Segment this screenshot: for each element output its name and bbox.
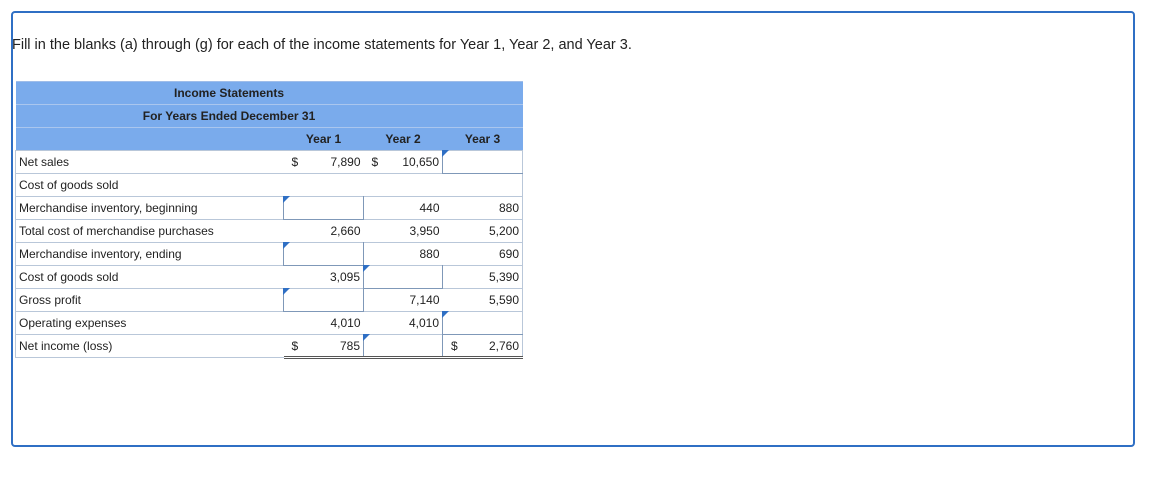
table-row	[16, 312, 523, 335]
currency-symbol: $	[451, 339, 458, 353]
row-label-gross-profit: Gross profit	[16, 289, 284, 312]
cogs-year1: 3,095	[284, 266, 364, 289]
net-income-year2-input[interactable]	[364, 335, 443, 358]
row-label-net-income: Net income (loss)	[16, 335, 284, 358]
net-sales-year1-value: 7,890	[330, 155, 361, 169]
operating-expenses-year3-input[interactable]	[443, 312, 523, 335]
operating-expenses-year1: 4,010	[284, 312, 364, 335]
statement-title: Income Statements	[16, 82, 443, 105]
table-row	[16, 243, 523, 266]
currency-symbol: $	[291, 155, 299, 169]
net-sales-year1	[284, 151, 364, 174]
row-label-inventory-beginning: Merchandise inventory, beginning	[16, 197, 284, 220]
row-label-inventory-ending: Merchandise inventory, ending	[16, 243, 284, 266]
total-purchases-year1: 2,660	[284, 220, 364, 243]
gross-profit-year2: 7,140	[364, 289, 443, 312]
cogs-year2-input[interactable]	[364, 266, 443, 289]
net-sales-year3-input[interactable]	[443, 151, 523, 174]
column-header-year2: Year 2	[364, 128, 443, 151]
column-header-year3: Year 3	[443, 128, 523, 151]
table-row	[16, 220, 523, 243]
cogs-year3: 5,390	[443, 266, 523, 289]
inventory-beginning-year1-input[interactable]	[284, 197, 364, 220]
statement-subtitle-row	[16, 105, 523, 128]
table-row	[16, 151, 523, 174]
table-row	[16, 289, 523, 312]
table-row	[16, 266, 523, 289]
net-sales-year2-value: 10,650	[402, 155, 440, 169]
currency-symbol: $	[371, 155, 379, 169]
inventory-ending-year2: 880	[364, 243, 443, 266]
inventory-beginning-year3: 880	[443, 197, 523, 220]
column-header-year1: Year 1	[284, 128, 364, 151]
table-row	[16, 197, 523, 220]
currency-symbol: $	[291, 339, 299, 353]
net-income-year1	[284, 335, 364, 358]
gross-profit-year1-input[interactable]	[284, 289, 364, 312]
inventory-beginning-year2: 440	[364, 197, 443, 220]
table-row	[16, 174, 523, 197]
instruction-text: Fill in the blanks (a) through (g) for each of the income statements for Year 1, Year 2, and Year 3.	[12, 37, 632, 53]
total-purchases-year2: 3,950	[364, 220, 443, 243]
net-income-year3-value: 2,760	[489, 338, 520, 353]
column-header-row	[16, 128, 523, 151]
inventory-ending-year3: 690	[443, 243, 523, 266]
gross-profit-year3: 5,590	[443, 289, 523, 312]
operating-expenses-year2: 4,010	[364, 312, 443, 335]
income-statement-table	[15, 81, 523, 359]
row-label-cogs-section: Cost of goods sold	[16, 174, 284, 197]
inventory-ending-year1-input[interactable]	[284, 243, 364, 266]
row-label-total-purchases: Total cost of merchandise purchases	[16, 220, 284, 243]
net-income-year3	[443, 335, 523, 358]
statement-title-row	[16, 82, 523, 105]
row-label-operating-expenses: Operating expenses	[16, 312, 284, 335]
row-label-net-sales: Net sales	[16, 151, 284, 174]
row-label-cogs: Cost of goods sold	[16, 266, 284, 289]
net-sales-year2	[364, 151, 443, 174]
statement-subtitle: For Years Ended December 31	[16, 105, 443, 128]
table-row	[16, 335, 523, 358]
net-income-year1-value: 785	[339, 338, 360, 353]
total-purchases-year3: 5,200	[443, 220, 523, 243]
